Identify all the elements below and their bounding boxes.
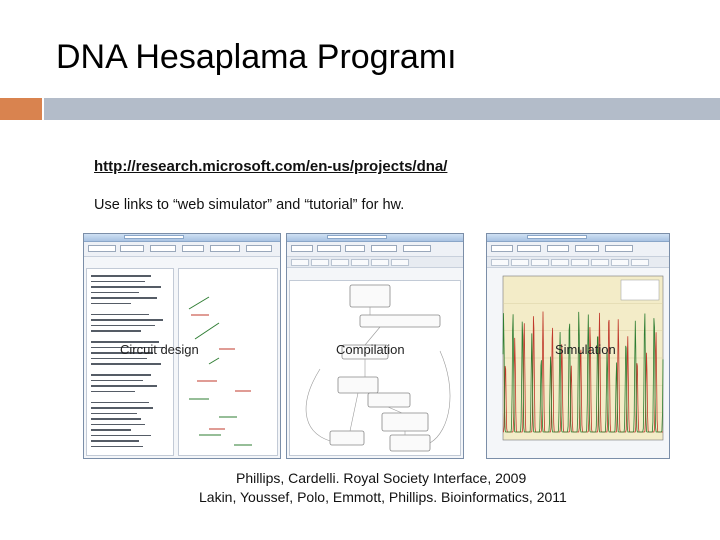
accent-bar <box>44 98 720 120</box>
code-line <box>91 374 151 376</box>
code-line <box>91 429 131 431</box>
code-line <box>91 281 145 283</box>
code-line <box>91 330 141 332</box>
browser-titlebar <box>287 234 463 242</box>
caption-simulation: Simulation <box>555 342 616 357</box>
code-line <box>91 363 161 365</box>
simulation-plot <box>489 270 667 456</box>
app-toolbar <box>84 242 280 257</box>
homework-instruction: Use links to “web simulator” and “tutorial” for hw. <box>94 197 405 213</box>
screenshot-compilation <box>286 233 464 459</box>
app-toolbar <box>487 242 669 257</box>
code-editor-pane <box>86 268 174 456</box>
code-line <box>91 275 151 277</box>
code-line <box>91 286 161 288</box>
circuit-diagram-pane <box>178 268 278 456</box>
slide-title: DNA Hesaplama Programı <box>56 38 457 76</box>
screenshot-simulation <box>486 233 670 459</box>
code-line <box>91 385 157 387</box>
code-line <box>91 391 135 393</box>
app-toolbar <box>287 242 463 257</box>
code-line <box>91 314 149 316</box>
citation-1: Phillips, Cardelli. Royal Society Interface, 2009 <box>236 470 527 486</box>
citation-2: Lakin, Youssef, Polo, Emmott, Phillips. Bioinformatics, 2011 <box>199 489 567 505</box>
code-line <box>91 424 145 426</box>
compilation-graph-pane <box>289 280 461 456</box>
code-line <box>91 446 143 448</box>
code-line <box>91 413 137 415</box>
code-line <box>91 440 139 442</box>
code-line <box>91 297 157 299</box>
plot-legend <box>621 280 659 300</box>
code-line <box>91 319 163 321</box>
app-tabs <box>487 257 669 268</box>
app-tabs <box>287 257 463 268</box>
browser-titlebar <box>84 234 280 242</box>
code-line <box>91 435 151 437</box>
code-line <box>91 418 141 420</box>
browser-titlebar <box>487 234 669 242</box>
code-line <box>91 292 139 294</box>
accent-bar-left <box>0 98 42 120</box>
code-line <box>91 325 155 327</box>
caption-compilation: Compilation <box>336 342 405 357</box>
circuit-diagram <box>179 269 279 457</box>
code-line <box>91 358 147 360</box>
compilation-graph <box>290 281 462 457</box>
code-line <box>91 407 153 409</box>
code-line <box>91 402 149 404</box>
project-url-link[interactable]: http://research.microsoft.com/en-us/projects/dna/ <box>94 158 448 175</box>
code-line <box>91 380 143 382</box>
caption-circuit-design: Circuit design <box>120 342 199 357</box>
code-line <box>91 303 131 305</box>
screenshot-circuit-design <box>83 233 281 459</box>
